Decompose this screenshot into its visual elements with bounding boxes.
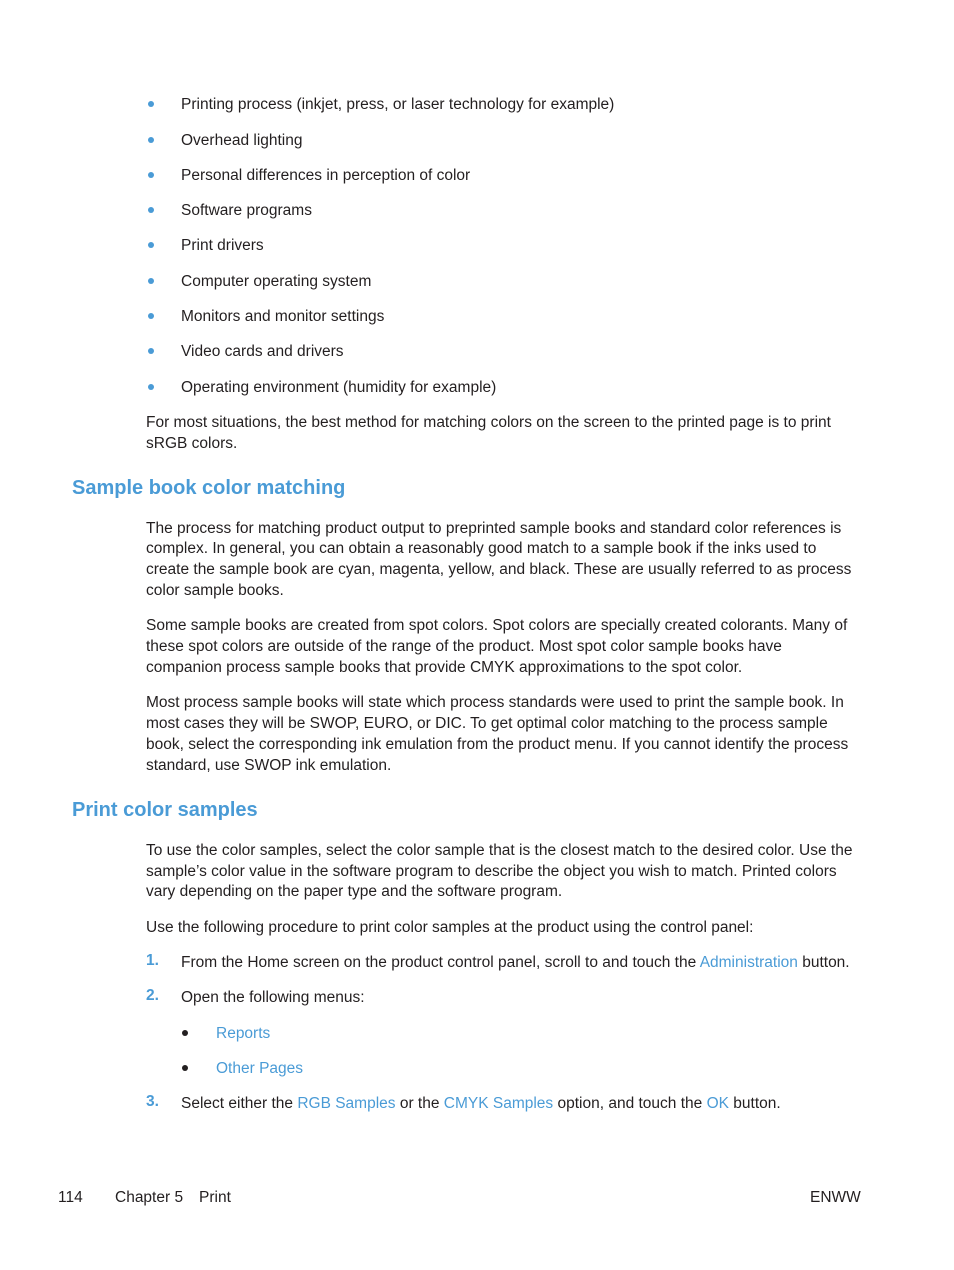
step-text: Open the following menus: xyxy=(181,989,365,1006)
step-text-part: button. xyxy=(797,954,850,971)
reports-menu-ref: Reports xyxy=(216,1025,271,1042)
list-item: Printing process (inkjet, press, or laser technology for example) xyxy=(181,96,615,113)
bullet-icon xyxy=(148,172,154,178)
paragraph-line: these spot colors are outside of the range of the product. Most spot color sample books have xyxy=(146,638,782,655)
paragraph-line: To use the color samples, select the color sample that is the closest match to the desired color. Use the xyxy=(146,842,853,859)
list-item: Software programs xyxy=(181,202,312,219)
paragraph-line: create the sample book are cyan, magenta, yellow, and black. These are usually referred to as process xyxy=(146,561,852,578)
paragraph-line: For most situations, the best method for matching colors on the screen to the printed page is to print xyxy=(146,414,831,431)
step-number: 3. xyxy=(146,1093,159,1110)
page-number: 114 xyxy=(58,1189,83,1206)
chapter-label: Chapter 5 xyxy=(115,1189,184,1206)
bullet-icon xyxy=(148,313,154,319)
paragraph-line: Some sample books are created from spot colors. Spot colors are specially created colorants. Many of xyxy=(146,617,848,634)
bullet-icon xyxy=(148,278,154,284)
footer-right-label: ENWW xyxy=(810,1189,861,1206)
list-item: Print drivers xyxy=(181,237,264,254)
paragraph-line: vary depending on the paper type and the software program. xyxy=(146,883,563,900)
step-number: 1. xyxy=(146,952,159,969)
cmyk-samples-ref: CMYK Samples xyxy=(443,1095,554,1112)
step-number: 2. xyxy=(146,987,159,1004)
paragraph-line: companion process sample books that provide CMYK approximations to the spot color. xyxy=(146,659,743,676)
other-pages-menu-ref: Other Pages xyxy=(216,1060,304,1077)
section2-paragraph-2: Use the following procedure to print color samples at the product using the control panel: xyxy=(146,919,754,936)
list-item: Monitors and monitor settings xyxy=(181,308,385,325)
paragraph-line: book, select the corresponding ink emulation from the product menu. If you cannot identify the process xyxy=(146,736,849,753)
list-item: Personal differences in perception of color xyxy=(181,167,471,184)
step-text xyxy=(181,952,850,973)
bullet-icon xyxy=(182,1030,188,1036)
paragraph-line: most cases they will be SWOP, EURO, or DIC. To get optimal color matching to the process sample xyxy=(146,715,828,732)
section-heading-print-color-samples: Print color samples xyxy=(72,799,258,821)
bullet-icon xyxy=(148,242,154,248)
bullet-icon xyxy=(148,137,154,143)
step-text xyxy=(181,1093,781,1114)
section-heading-sample-book: Sample book color matching xyxy=(72,477,346,499)
list-item: Overhead lighting xyxy=(181,132,303,149)
chapter-title: Print xyxy=(199,1189,231,1206)
ok-button-ref: OK xyxy=(706,1095,729,1112)
step-text-part: button. xyxy=(729,1095,781,1112)
step-text-part: or the xyxy=(395,1095,444,1112)
bullet-icon xyxy=(148,207,154,213)
bullet-icon xyxy=(182,1065,188,1071)
paragraph-line: Most process sample books will state which process standards were used to print the sample book. In xyxy=(146,694,844,711)
paragraph-line: The process for matching product output to preprinted sample books and standard color references is xyxy=(146,520,842,537)
list-item: Operating environment (humidity for example) xyxy=(181,379,497,396)
list-item: Computer operating system xyxy=(181,273,372,290)
bullet-icon xyxy=(148,384,154,390)
step-text-part: option, and touch the xyxy=(553,1095,707,1112)
step-text-part: Select either the xyxy=(181,1095,298,1112)
administration-menu-ref: Administration xyxy=(699,954,798,971)
step-text-part: From the Home screen on the product control panel, scroll to and touch the xyxy=(181,954,700,971)
paragraph-line: standard, use SWOP ink emulation. xyxy=(146,757,392,774)
paragraph-line: sRGB colors. xyxy=(146,435,238,452)
list-item: Video cards and drivers xyxy=(181,343,344,360)
bullet-icon xyxy=(148,101,154,107)
paragraph-line: sample’s color value in the software program to describe the object you wish to match. Printed colors xyxy=(146,863,837,880)
paragraph-line: color sample books. xyxy=(146,582,284,599)
rgb-samples-ref: RGB Samples xyxy=(297,1095,396,1112)
bullet-icon xyxy=(148,348,154,354)
paragraph-line: complex. In general, you can obtain a reasonably good match to a sample book if the inks used to xyxy=(146,540,817,557)
